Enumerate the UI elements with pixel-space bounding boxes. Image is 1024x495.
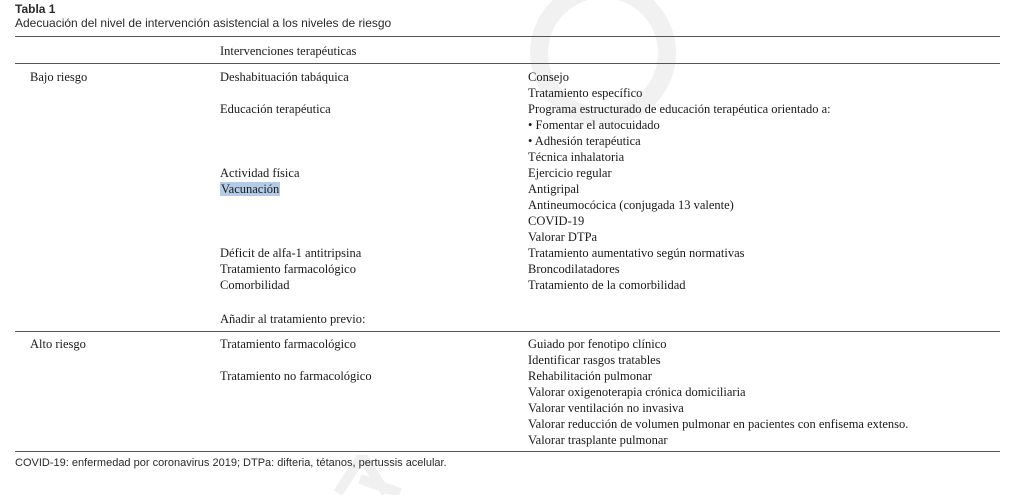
detail-item: Técnica inhalatoria xyxy=(528,150,625,164)
detail-item: Guiado por fenotipo clínico xyxy=(528,337,667,351)
detail-item: • Adhesión terapéutica xyxy=(528,134,641,148)
intervention-alpha1: Déficit de alfa-1 antitripsina xyxy=(220,246,362,260)
detail-item: Tratamiento específico xyxy=(528,86,643,100)
detail-item: Rehabilitación pulmonar xyxy=(528,369,652,383)
top-rule xyxy=(15,36,1000,37)
intervention-pharma-high: Tratamiento farmacológico xyxy=(220,337,356,351)
detail-item: Valorar reducción de volumen pulmonar en pacientes con enfisema extenso. xyxy=(528,417,909,431)
detail-item: • Fomentar el autocuidado xyxy=(528,118,660,132)
intervention-activity: Actividad física xyxy=(220,166,300,180)
intervention-education: Educación terapéutica xyxy=(220,102,331,116)
bottom-rule xyxy=(15,451,1000,452)
detail-item: Tratamiento aumentativo según normativas xyxy=(528,246,745,260)
detail-item: Broncodilatadores xyxy=(528,262,620,276)
intervention-pharma: Tratamiento farmacológico xyxy=(220,262,356,276)
table-caption: Adecuación del nivel de intervención asistencial a los niveles de riesgo xyxy=(15,16,392,30)
intervention-nonpharma-high: Tratamiento no farmacológico xyxy=(220,369,372,383)
header-rule xyxy=(15,63,1000,64)
column-header: Intervenciones terapéuticas xyxy=(220,44,357,58)
detail-item: Valorar oxigenoterapia crónica domiciliaria xyxy=(528,385,746,399)
group-rule xyxy=(15,331,1000,332)
detail-item: Identificar rasgos tratables xyxy=(528,353,661,367)
detail-item: Valorar DTPa xyxy=(528,230,598,244)
table-footnote: COVID-19: enfermedad por coronavirus 2019; DTPa: difteria, tétanos, pertussis acelular. xyxy=(15,457,447,469)
selected-text-highlight[interactable]: Vacunación xyxy=(221,182,280,196)
risk-label-high: Alto riesgo xyxy=(30,337,86,351)
intervention-vaccination[interactable] xyxy=(220,182,280,198)
intervention-comorbidity: Comorbilidad xyxy=(220,278,290,292)
add-previous-note: Añadir al tratamiento previo: xyxy=(220,312,366,326)
intervention-smoking: Deshabituación tabáquica xyxy=(220,70,349,84)
detail-item: COVID-19 xyxy=(528,214,585,228)
detail-item: Valorar trasplante pulmonar xyxy=(528,433,668,447)
detail-item: Tratamiento de la comorbilidad xyxy=(528,278,686,292)
detail-item: Consejo xyxy=(528,70,569,84)
risk-label-low: Bajo riesgo xyxy=(30,70,88,84)
detail-item: Antineumocócica (conjugada 13 valente) xyxy=(528,198,734,212)
detail-item: Ejercicio regular xyxy=(528,166,612,180)
detail-item: Programa estructurado de educación terapéutica orientado a: xyxy=(528,102,831,116)
table-label: Tabla 1 xyxy=(15,2,56,16)
detail-item: Antigripal xyxy=(528,182,580,196)
detail-item: Valorar ventilación no invasiva xyxy=(528,401,684,415)
